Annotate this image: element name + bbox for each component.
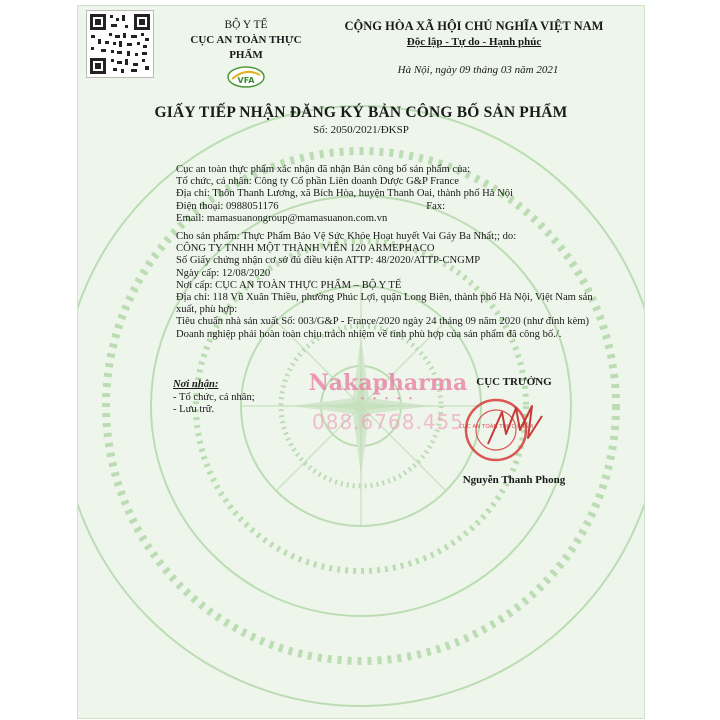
fax-line: Fax: [426,200,446,212]
document-title: GIẤY TIẾP NHẬN ĐĂNG KÝ BẢN CÔNG BỐ SẢN PHẨM [154,104,568,121]
address-line: Địa chỉ: Thôn Thanh Lương, xã Bích Hòa, huyện Thanh Oai, thành phố Hà Nội [176,188,514,200]
email-line: Email: mamasuanongroup@mamasuanon.com.vn [176,212,388,224]
recipient-item: - Tổ chức, cá nhân; [173,391,255,403]
phone-fax-line [176,201,616,213]
vfa-logo [226,65,266,89]
product-line: Cho sản phẩm: Thực Phẩm Bảo Vệ Sức Khỏe Hoạt huyết Vai Gáy Ba Nhất;; do: [176,231,517,243]
signatory-name: Nguyễn Thanh Phong [462,474,566,486]
standard-line: Tiêu chuẩn nhà sản xuất Số: 003/G&P - France/2020 ngày 24 tháng 09 năm 2020 (như đính kèm) [176,316,590,328]
manufacturer-line: CÔNG TY TNHH MỘT THÀNH VIÊN 120 ARMEPHACO [176,243,435,255]
watermark-dots: • • • • • [360,394,416,405]
stamp-text: CỤC AN TOÀN THỰC PHẨM [458,424,534,430]
certificate-line: Số Giấy chứng nhận cơ sở đủ điều kiện ATTP: 48/2020/ATTP-CNGMP [176,255,481,267]
national-motto: Độc lập - Tự do - Hạnh phúc [406,36,542,48]
issuing-authority-header [176,18,316,89]
issuer-address-line: Địa chỉ: 118 Vũ Xuân Thiều, phường Phúc Lợi, quận Long Biên, thành phố Hà Nội, Việt Nam sản xuất, phù hợp: [176,292,593,316]
organization-line: Tổ chức, cá nhân: Công ty Cổ phần Liên doanh Dược G&P France [176,176,459,188]
qr-code [86,10,154,78]
issue-date-field: Ngày cấp: 12/08/2020 [176,267,271,279]
issue-date-line: Hà Nội, ngày 09 tháng 03 năm 2021 [397,64,559,76]
intro-line: Cục an toàn thực phẩm xác nhận đã nhận Bản công bố sản phẩm của: [176,164,471,175]
document-body [176,164,616,341]
vfa-logo-text: VFA [237,76,255,85]
document-number: Số: 2050/2021/ĐKSP [313,124,409,136]
phone-line: Điện thoại: 0988051176 [176,200,279,212]
issuer-line: Nơi cấp: CỤC AN TOÀN THỰC PHẨM – BỘ Y TẾ [176,279,402,291]
recipient-item: - Lưu trữ. [173,404,215,415]
department-name: CỤC AN TOÀN THỰC PHẨM [190,34,302,61]
watermark-brand: Nakapharma [308,370,468,396]
national-motto-header [326,18,622,50]
republic-name: CỘNG HÒA XÃ HỘI CHỦ NGHĨA VIỆT NAM [344,19,604,33]
certificate-document [77,5,645,719]
responsibility-line: Doanh nghiệp phải hoàn toàn chịu trách nhiệm về tính phù hợp của sản phẩm đã công bố./. [176,328,562,340]
recipients-heading: Nơi nhận: [173,379,219,390]
watermark-phone: 088.6768.455 [312,410,464,434]
signatory-title: CỤC TRƯỞNG [476,376,552,388]
ministry-name: BỘ Y TẾ [224,19,268,31]
